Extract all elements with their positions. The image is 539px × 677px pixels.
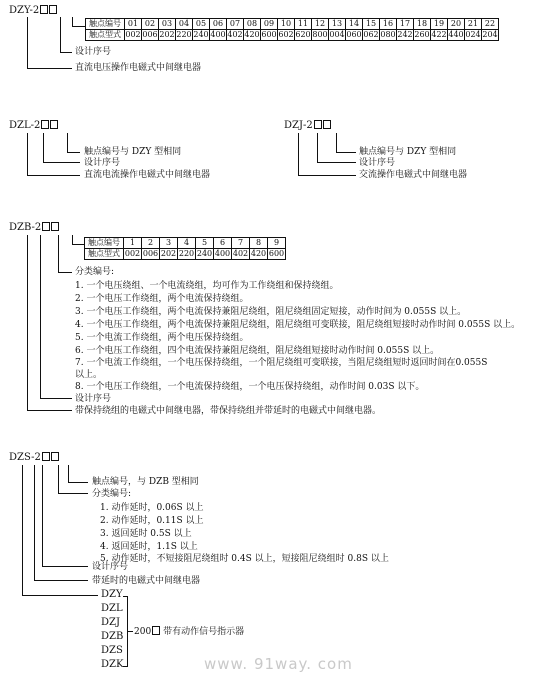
contact-type-cell: 420 — [244, 30, 260, 39]
connector-line — [60, 52, 72, 53]
contact-type-cell: 062 — [363, 30, 379, 39]
indicator-model: DZS — [101, 645, 123, 656]
contact-type-cell: 402 — [227, 30, 243, 39]
dzy-desc: 直流电压操作电磁式中间继电器 — [75, 63, 202, 73]
contact-type-cell: 400 — [210, 30, 226, 39]
contact-number-cell: 02 — [142, 19, 159, 30]
dzl-contact-label: 触点编号与 DZY 型相同 — [84, 147, 182, 157]
dzs-code: DZS-2 — [9, 452, 59, 464]
placeholder-box — [49, 5, 57, 14]
placeholder-box — [51, 452, 59, 461]
connector-line — [67, 133, 68, 152]
contact-number-cell: 8 — [250, 238, 268, 249]
dzs-class-title: 分类编号: — [92, 489, 132, 499]
contact-type-cell: 440 — [448, 30, 464, 39]
contact-number-cell: 9 — [268, 238, 286, 249]
placeholder-box — [42, 222, 50, 231]
contact-number-cell: 03 — [159, 19, 176, 30]
contact-type-cell: 060 — [346, 30, 362, 39]
table-header-cell: 触点编号 — [86, 19, 125, 30]
dzb-class-item: 5. 一个电流工作绕组，两个电压保持绕组。 — [75, 333, 249, 343]
contact-number-cell: 11 — [295, 19, 312, 30]
contact-number-cell: 07 — [227, 19, 244, 30]
connector-line — [60, 17, 61, 52]
connector-line — [336, 152, 356, 153]
table-header-cell: 触点编号 — [85, 238, 124, 249]
bracket-line — [123, 666, 128, 667]
contact-number-cell: 2 — [142, 238, 160, 249]
dzb-class-title: 分类编号: — [75, 267, 115, 277]
contact-type-cell: 220 — [178, 249, 195, 258]
dzb-class-item: 7. 一个电流工作绕组，一个电压保持绕组，一个阻尼绕组可变联接，当阻尼绕组短时返回时间在0.055S — [75, 358, 488, 368]
placeholder-box — [42, 452, 50, 461]
contact-number-cell: 15 — [363, 19, 380, 30]
placeholder-box — [314, 120, 322, 129]
contact-type-cell: 400 — [214, 249, 231, 258]
connector-line — [27, 17, 28, 68]
contact-number-cell: 04 — [176, 19, 193, 30]
connector-line — [72, 26, 85, 27]
connector-line — [68, 482, 88, 483]
contact-type-cell: 080 — [380, 30, 396, 39]
dzl-design-label: 设计序号 — [84, 158, 121, 168]
connector-line — [43, 162, 80, 163]
dzj-code: DZJ-2 — [284, 120, 331, 132]
dzs-desc: 带延时的电磁式中间继电器 — [92, 576, 201, 586]
connector-line — [34, 465, 35, 580]
connector-line — [336, 133, 337, 152]
contact-number-cell: 20 — [448, 19, 465, 30]
contact-type-cell: 202 — [160, 249, 177, 258]
contact-number-cell: 4 — [178, 238, 196, 249]
contact-type-cell: 620 — [295, 30, 311, 39]
contact-number-cell: 05 — [193, 19, 210, 30]
dzs-class-item: 5. 动作延时，不短接阻尼绕组时 0.4S 以上，短接阻尼绕组时 0.8S 以上 — [100, 554, 389, 564]
contact-type-cell: 024 — [465, 30, 481, 39]
watermark: www. 91way. com — [204, 655, 353, 673]
contact-type-cell: 240 — [193, 30, 209, 39]
indicator-text: 带有动作信号指示器 — [163, 627, 245, 637]
connector-line — [68, 465, 69, 482]
connector-line — [58, 493, 88, 494]
dzj-desc: 交流操作电磁式中间继电器 — [359, 170, 468, 180]
indicator-model: DZL — [101, 603, 123, 614]
dzb-code: DZB-2 — [9, 222, 59, 234]
dzb-design-label: 设计序号 — [75, 394, 112, 404]
dzy-code: DZY-2 — [9, 5, 57, 17]
contact-type-cell: 402 — [232, 249, 249, 258]
contact-type-cell: 260 — [414, 30, 430, 39]
dzy-design-label: 设计序号 — [75, 47, 112, 57]
contact-type-cell: 422 — [431, 30, 447, 39]
table-header-cell: 触点型式 — [86, 30, 125, 41]
indicator-suffix: 200 带有动作信号指示器 — [134, 627, 245, 637]
placeholder-box — [152, 626, 160, 635]
contact-number-cell: 22 — [482, 19, 499, 30]
connector-line — [40, 235, 41, 398]
contact-type-cell: 602 — [278, 30, 294, 39]
connector-line — [72, 235, 73, 244]
contact-number-cell: 14 — [346, 19, 363, 30]
placeholder-box — [50, 120, 58, 129]
contact-type-cell: 004 — [329, 30, 345, 39]
contact-type-cell: 600 — [268, 249, 285, 258]
contact-type-cell: 240 — [196, 249, 213, 258]
connector-line — [298, 133, 299, 175]
indicator-model: DZB — [101, 631, 124, 642]
contact-number-cell: 17 — [397, 19, 414, 30]
indicator-model: DZJ — [101, 617, 120, 628]
contact-number-cell: 18 — [414, 19, 431, 30]
connector-line — [34, 580, 88, 581]
table-header-cell: 触点型式 — [85, 249, 124, 260]
bracket-line — [123, 596, 128, 597]
connector-line — [22, 595, 98, 596]
contact-type-cell: 006 — [142, 249, 159, 258]
dzb-desc: 带保持绕组的电磁式中间继电器，带保持绕组并带延时的电磁式中间继电器。 — [75, 406, 382, 416]
connector-line — [27, 235, 28, 410]
dzs-class-item: 3. 返回延时 0.5S 以上 — [100, 529, 192, 539]
placeholder-box — [51, 222, 59, 231]
contact-number-cell: 7 — [232, 238, 250, 249]
connector-line — [22, 465, 23, 595]
contact-type-cell: 800 — [312, 30, 328, 39]
contact-type-cell: 420 — [250, 249, 267, 258]
contact-number-cell: 21 — [465, 19, 482, 30]
dzs-class-item: 2. 动作延时，0.11S 以上 — [100, 516, 204, 526]
indicator-model: DZY — [101, 589, 123, 600]
contact-type-cell: 204 — [482, 30, 498, 39]
dzb-class-item: 以上。 — [75, 370, 103, 380]
contact-number-cell: 10 — [278, 19, 295, 30]
contact-number-cell: 1 — [124, 238, 142, 249]
dzb-class-item: 8. 一个电压工作绕组，一个电流保持绕组，一个电压保持绕组，动作时间 0.03S 以下。 — [75, 382, 425, 392]
contact-type-cell: 220 — [176, 30, 192, 39]
connector-line — [58, 272, 72, 273]
placeholder-box — [41, 120, 49, 129]
placeholder-box — [323, 120, 331, 129]
dzs-design-label: 设计序号 — [92, 562, 129, 572]
dzb-class-item: 4. 一个电压工作绕组，两个电流保持兼阻尼绕组，阻尼绕组可变联接，阻尼绕组短接时动作时间 0.055S 以上。 — [75, 320, 521, 330]
contact-type-cell: 600 — [261, 30, 277, 39]
connector-line — [317, 133, 318, 162]
connector-line — [27, 175, 80, 176]
connector-line — [298, 175, 356, 176]
dzb-class-item: 6. 一个电压工作绕组，四个电流保持兼阻尼绕组，阻尼绕组短接时动作时间 0.055S 以上。 — [75, 346, 440, 356]
contact-type-cell: 202 — [159, 30, 175, 39]
contact-number-cell: 3 — [160, 238, 178, 249]
dzl-desc: 直流电流操作电磁式中间继电器 — [84, 170, 211, 180]
connector-line — [58, 465, 59, 493]
connector-line — [43, 133, 44, 162]
dzb-contact-table — [84, 237, 286, 260]
dzb-class-item: 1. 一个电压绕组、一个电流绕组，均可作为工作绕组和保持绕组。 — [75, 281, 339, 291]
dzb-class-item: 3. 一个电压工作绕组，两个电流保持兼阻尼绕组，阻尼绕组固定短接，动作时间为 0.055S 以上。 — [75, 307, 467, 317]
indicator-model: DZK — [101, 659, 124, 670]
dzb-class-item: 2. 一个电压工作绕组，两个电流保持绕组。 — [75, 294, 249, 304]
contact-number-cell: 01 — [125, 19, 142, 30]
connector-line — [27, 133, 28, 175]
contact-number-cell: 09 — [261, 19, 278, 30]
dzj-design-label: 设计序号 — [359, 158, 396, 168]
connector-line — [27, 68, 72, 69]
connector-line — [40, 398, 72, 399]
dzs-class-item: 4. 返回延时，1.1S 以上 — [100, 542, 198, 552]
contact-number-cell: 06 — [210, 19, 227, 30]
bracket-line — [127, 631, 133, 632]
contact-number-cell: 5 — [196, 238, 214, 249]
contact-number-cell: 13 — [329, 19, 346, 30]
connector-line — [42, 566, 88, 567]
dzl-code: DZL-2 — [9, 120, 58, 132]
dzs-class-item: 1. 动作延时，0.06S 以上 — [100, 503, 204, 513]
dzj-contact-label: 触点编号与 DZY 型相同 — [359, 147, 457, 157]
dzs-contact-label: 触点编号，与 DZB 型相同 — [92, 477, 199, 487]
connector-line — [58, 235, 59, 272]
dzy-contact-table — [85, 18, 499, 41]
connector-line — [72, 244, 84, 245]
connector-line — [42, 465, 43, 566]
contact-type-cell: 242 — [397, 30, 413, 39]
contact-number-cell: 19 — [431, 19, 448, 30]
contact-type-cell: 006 — [142, 30, 158, 39]
contact-number-cell: 08 — [244, 19, 261, 30]
connector-line — [72, 17, 73, 26]
connector-line — [317, 162, 356, 163]
contact-type-cell: 002 — [124, 249, 141, 258]
contact-type-cell: 002 — [125, 30, 141, 39]
contact-number-cell: 12 — [312, 19, 329, 30]
contact-number-cell: 6 — [214, 238, 232, 249]
connector-line — [27, 410, 72, 411]
contact-number-cell: 16 — [380, 19, 397, 30]
placeholder-box — [40, 5, 48, 14]
connector-line — [67, 152, 80, 153]
